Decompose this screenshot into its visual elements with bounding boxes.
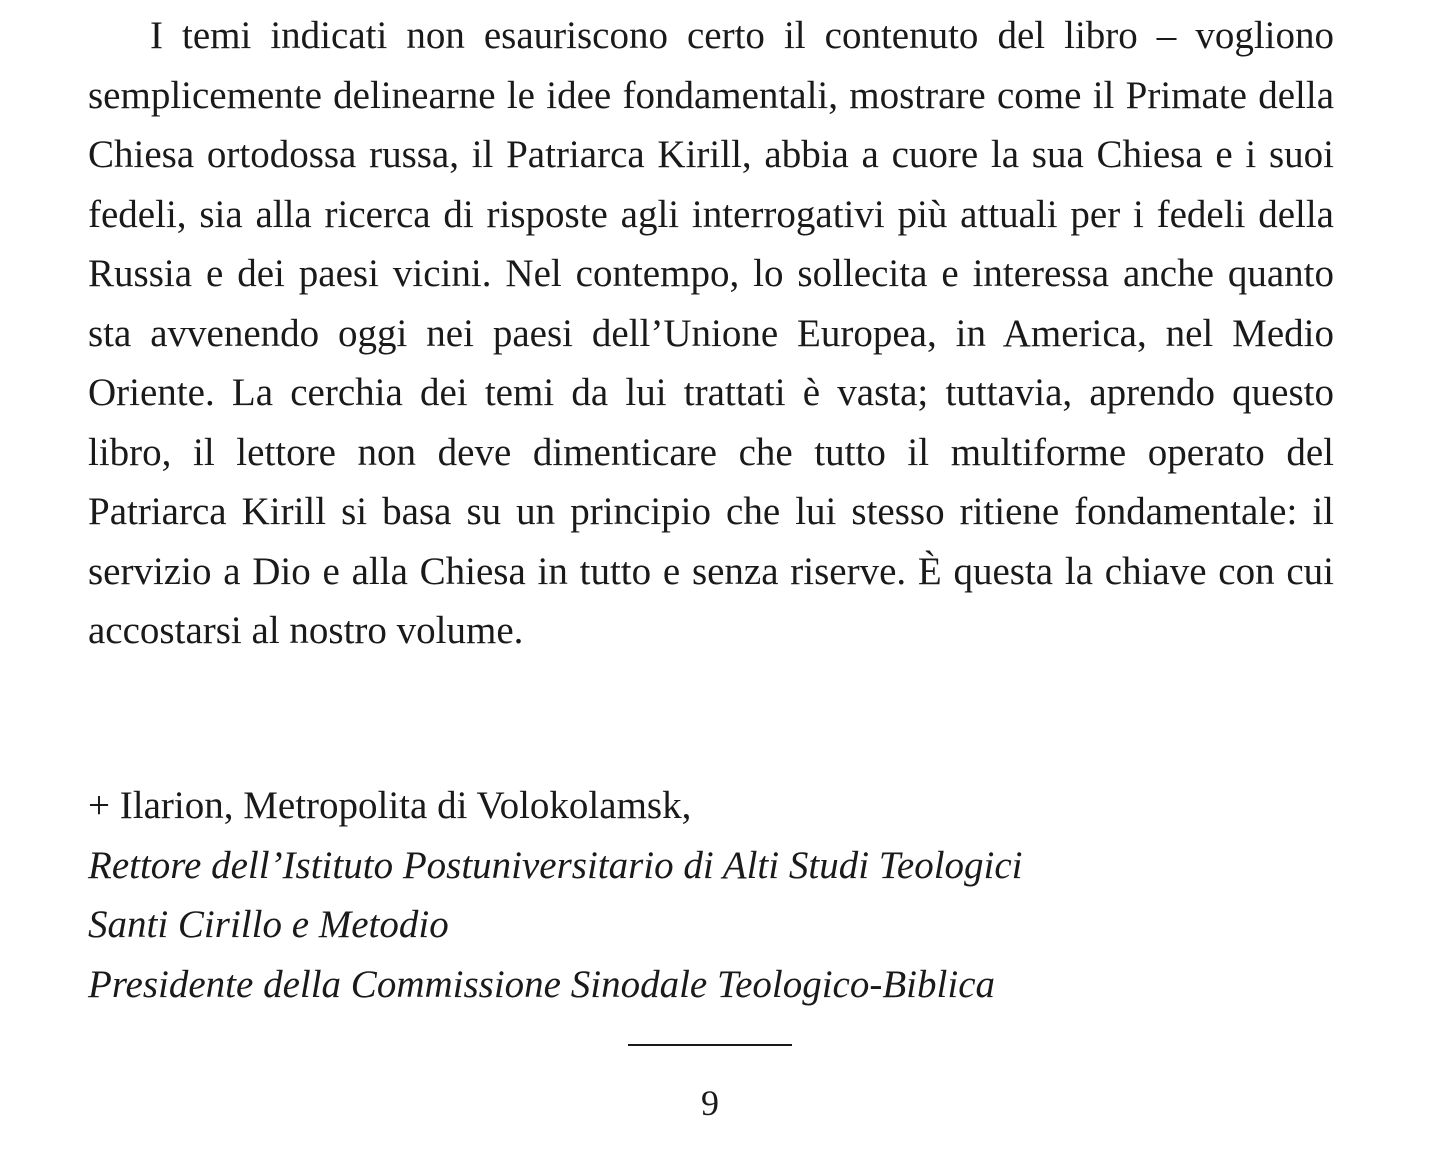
signature-block [88,776,1334,1014]
body-paragraph: I temi indicati non esauriscono certo il contenuto del libro – vogliono semplicemente delinearne le idee fondamentali, mostrare come il Primate della Chiesa ortodossa russa, il Patriarca Kirill, abbia a cuore la sua Chiesa e i suoi fedeli, sia alla ricerca di risposte agli interrogativi più attuali per i fedeli della Russia e dei paesi vicini. Nel contempo, lo sollecita e interessa anche quanto sta avvenendo oggi nei paesi dell’Unione Europea, in America, nel Medio Oriente. La cerchia dei temi da lui trattati è vasta; tuttavia, aprendo questo libro, il lettore non deve dimenticare che tutto il multiforme operato del Patriarca Kirill si basa su un principio che lui stesso ritiene fondamentale: il servizio a Dio e alla Chiesa in tutto e senza riserve. È questa la chiave con cui accostarsi al nostro volume. [88,14,1334,652]
footer-divider [628,1044,792,1046]
signature-title-president: Presidente della Commissione Sinodale Teologico-Biblica [88,962,995,1006]
signature-title-institute: Santi Cirillo e Metodio [88,903,449,946]
page-number: 9 [701,1083,719,1123]
signature-name: + Ilarion, Metropolita di Volokolamsk, [88,784,692,827]
signature-title-rector: Rettore dell’Istituto Postuniversitario di Alti Studi Teologici [88,843,1023,887]
